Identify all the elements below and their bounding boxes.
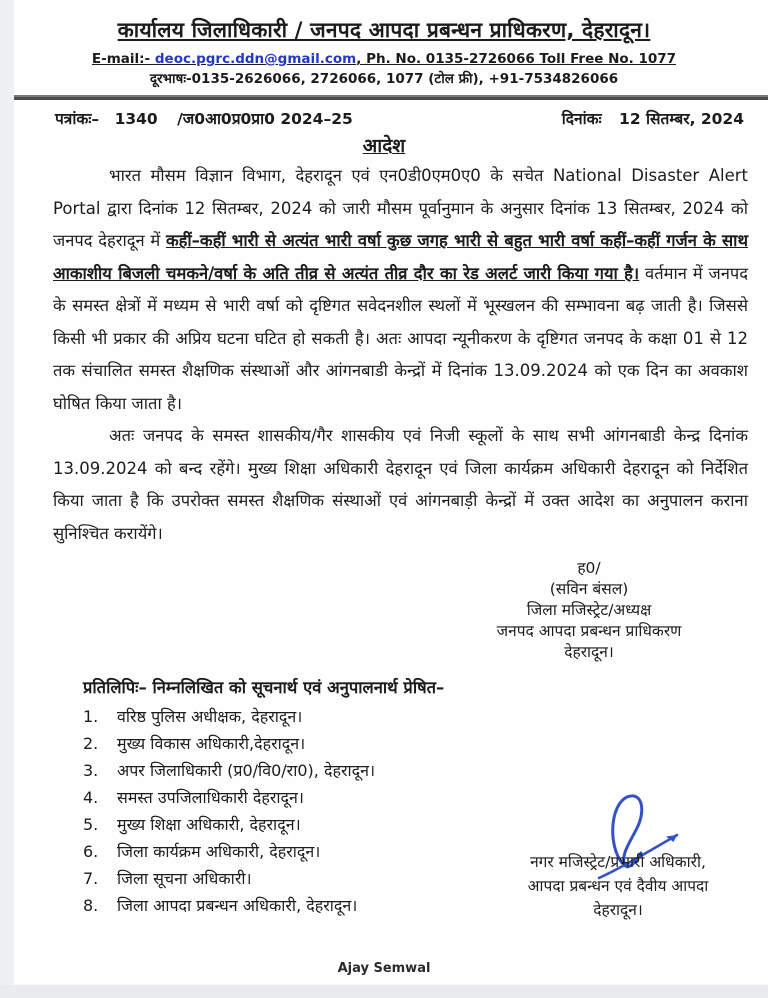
copy-section-heading: प्रतिलिपिः– निम्नलिखित को सूचनार्थ एवं अनुपालनार्थ प्रेषित– bbox=[83, 678, 445, 697]
list-item-number: 4. bbox=[83, 788, 99, 807]
signatory-place: देहरादून। bbox=[564, 643, 614, 661]
order-heading-text: आदेश bbox=[362, 135, 406, 157]
signatory2-designation-1: नगर मजिस्ट्रेट/प्रभारी अधिकारी, bbox=[530, 853, 706, 871]
list-item bbox=[83, 703, 748, 730]
signatory2-designation-2: आपदा प्रबन्धन एवं दैवीय आपदा bbox=[527, 877, 709, 895]
list-item-number: 1. bbox=[83, 707, 99, 726]
signatory-block-city-magistrate bbox=[488, 850, 748, 922]
list-item-text: जिला सूचना अधिकारी। bbox=[117, 869, 252, 888]
list-item-text: अपर जिलाधिकारी (प्र0/वि0/रा0), देहरादून। bbox=[117, 761, 376, 780]
list-item-number: 6. bbox=[83, 842, 99, 861]
list-item-number: 2. bbox=[83, 734, 99, 753]
list-item-number: 5. bbox=[83, 815, 99, 834]
para1-alert-emphasis: कहीं–कहीं भारी से अत्यंत भारी वर्षा कुछ जगह भारी से बहुत भारी वर्षा कहीं–कहीं गर्जन के साथ आकाशीय बिजली चमकने/वर्षा के अति तीव्र से अत्यंत तीव्र दौर का रेड अलर्ट जारी किया गया है। bbox=[53, 231, 748, 283]
list-item-text: समस्त उपजिलाधिकारी देहरादून। bbox=[117, 788, 304, 807]
signed-abbr: ह0/ bbox=[577, 559, 601, 577]
order-body bbox=[0, 158, 768, 550]
contact-email-line bbox=[0, 51, 768, 67]
list-item-number: 8. bbox=[83, 896, 99, 915]
shared-by-name: Ajay Semwal bbox=[337, 961, 431, 976]
list-item-text: वरिष्ठ पुलिस अधीक्षक, देहरादून। bbox=[117, 707, 303, 726]
office-title: कार्यालय जिलाधिकारी / जनपद आपदा प्रबन्धन प्राधिकरण, देहरादून। bbox=[117, 18, 651, 42]
email-link[interactable]: deoc.pgrc.ddn@gmail.com bbox=[154, 51, 357, 67]
list-item-number: 7. bbox=[83, 869, 99, 888]
signatory-name: (सविन बंसल) bbox=[549, 580, 629, 598]
list-item bbox=[83, 730, 748, 757]
email-label: E-mail:- bbox=[91, 51, 155, 67]
letter-date bbox=[562, 107, 744, 129]
scan-left-edge bbox=[0, 0, 14, 998]
para1-text-b: वर्तमान में जनपद के समस्त क्षेत्रों में मध्यम से भारी वर्षा को दृष्टिगत सवेदनशील स्थलों में भूस्खलन की सम्भावना बढ़ जाती है। जिससे किसी भी प्रकार की अप्रिय घटना घटित हो सकती है। अतः आपदा न्यूनीकरण के दृष्टिगत जनपद के कक्षा 01 से 12 तक संचालित समस्त शैक्षणिक संस्थाओं और आंगनबाडी केन्द्रों में दिनांक 13.09.2024 को एक दिन का अवकाश घोषित किया जाता है। bbox=[53, 263, 749, 413]
contact-phone-line: दूरभाषः-0135-2626066, 2726066, 1077 (टोल फ्री), +91-7534826066 bbox=[149, 71, 619, 87]
letterhead bbox=[0, 0, 768, 87]
order-heading bbox=[0, 132, 768, 158]
list-item-text: मुख्य विकास अधिकारी,देहरादून। bbox=[117, 734, 306, 753]
letter-number-suffix: /ज0आ0प्र0प्रा0 2024–25 bbox=[177, 110, 353, 128]
date-label: दिनांकः bbox=[561, 110, 602, 128]
letter-number-label: पत्रांकः– bbox=[55, 110, 100, 128]
list-item-text: जिला आपदा प्रबन्धन अधिकारी, देहरादून। bbox=[117, 896, 358, 915]
signatory-designation-2: जनपद आपदा प्रबन्धन प्राधिकरण bbox=[496, 622, 682, 640]
paragraph-1 bbox=[53, 160, 748, 420]
paragraph-2: अतः जनपद के समस्त शासकीय/गैर शासकीय एवं निजी स्कूलों के साथ सभी आंगनबाडी केन्द्र दिनांक 13.09.2024 को बन्द रहेंगे। मुख्य शिक्षा अधिकारी देहरादून एवं जिला कार्यक्रम अधिकारी देहरादून को निर्देशित किया जाता है कि उपरोक्त समस्त शैक्षणिक संस्थाओं एवं आंगनबाड़ी केन्द्रों में उक्त आदेश का अनुपालन कराना सुनिश्चित करायेंगे। bbox=[53, 426, 748, 543]
para1-text-a: भारत मौसम विज्ञान विभाग, देहरादून एवं एन0डी0एम0ए0 के सचेत National Disaster Alert Portal द्वारा दिनांक 12 सितम्बर, 2024 को जारी मौसम पूर्वानुमान के अनुसार दिनांक 13 सितम्बर, 2024 को जनपद देहरादून में bbox=[53, 166, 748, 250]
letter-number-value: 1340 bbox=[114, 110, 158, 128]
signatory-block-dm bbox=[424, 558, 754, 663]
signatory2-place: देहरादून। bbox=[593, 901, 643, 919]
phone-tollfree-text: , Ph. No. 0135-2726066 Toll Free No. 1077 bbox=[356, 51, 677, 67]
list-item-text: जिला कार्यक्रम अधिकारी, देहरादून। bbox=[117, 842, 321, 861]
date-value: 12 सितम्बर, 2024 bbox=[619, 110, 744, 128]
reference-row bbox=[0, 100, 768, 129]
signatory-designation-1: जिला मजिस्ट्रेट/अध्यक्ष bbox=[526, 601, 652, 619]
letter-number bbox=[55, 107, 353, 129]
scan-bottom-edge bbox=[0, 985, 768, 998]
list-item-number: 3. bbox=[83, 761, 99, 780]
list-item-text: मुख्य शिक्षा अधिकारी, देहरादून। bbox=[117, 815, 301, 834]
list-item bbox=[83, 757, 748, 784]
